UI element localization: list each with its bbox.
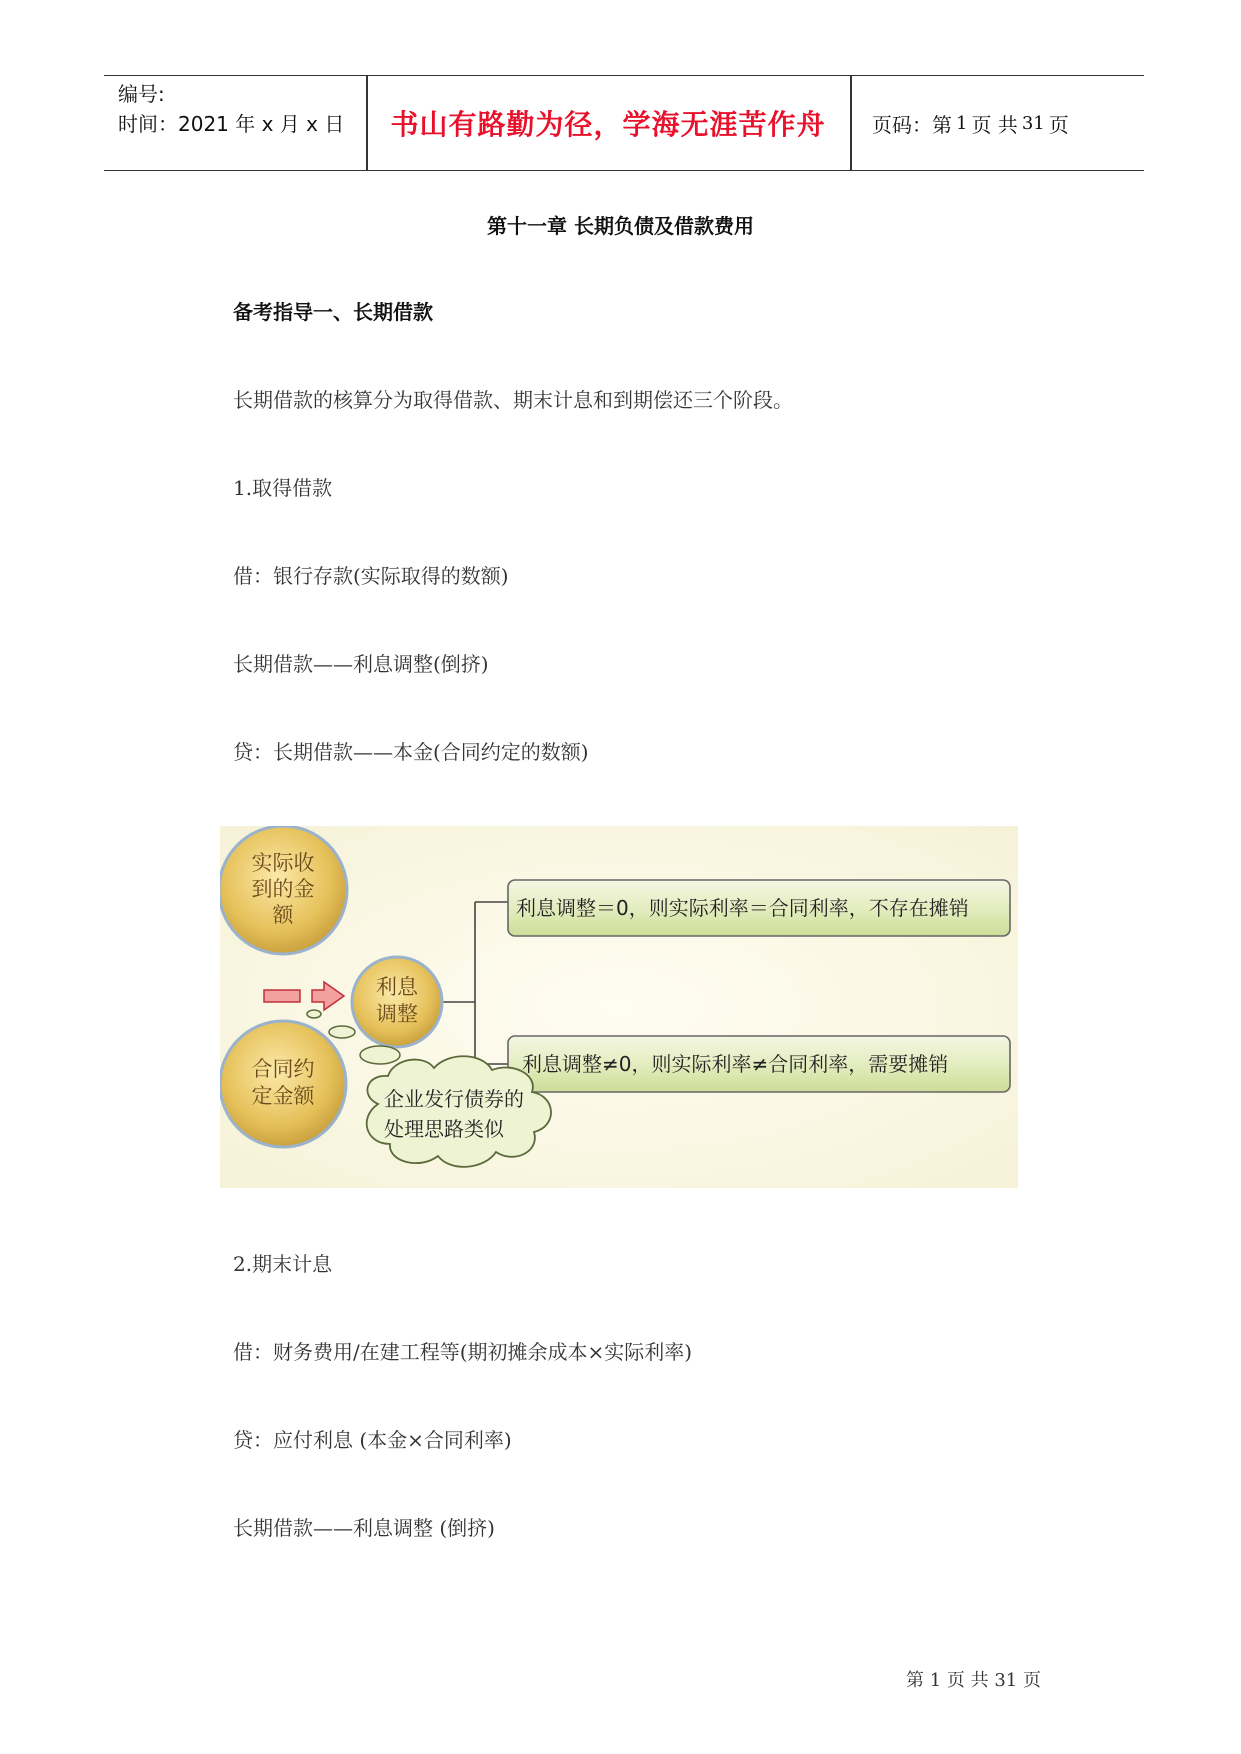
header-motto: 书山有路勤为径，学海无涯苦作舟 [390, 108, 826, 141]
cloud-note [367, 1056, 551, 1167]
box-text: 利息调整＝0，则实际利率＝合同利率，不存在摊销 [516, 896, 969, 920]
circle-text: 利息 [376, 975, 418, 999]
section-title: 备考指导一、长期借款 [233, 300, 433, 324]
paragraph: 贷：长期借款——本金(合同约定的数额) [233, 740, 589, 764]
chapter-title: 第十一章 长期负债及借款费用 [487, 214, 754, 238]
paragraph: 长期借款——利息调整(倒挤) [233, 652, 489, 676]
cloud-text: 处理思路类似 [384, 1117, 504, 1141]
circle-interest-adjustment [352, 957, 442, 1047]
header-meta [118, 79, 344, 139]
paragraph: 借：财务费用/在建工程等(期初摊余成本×实际利率) [233, 1340, 693, 1364]
cloud-text: 企业发行债券的 [384, 1087, 524, 1111]
interest-adjustment-diagram [220, 826, 1018, 1188]
paragraph: 长期借款的核算分为取得借款、期末计息和到期偿还三个阶段。 [233, 388, 793, 412]
circle-text: 实际收 [251, 851, 315, 875]
number-label: 编号: [118, 82, 165, 106]
time-label: 时间：2021 年 x 月 x 日 [118, 112, 345, 136]
header-divider [850, 76, 852, 170]
box-text: 利息调整≠0，则实际利率≠合同利率，需要摊销 [522, 1052, 949, 1076]
page-mid: 页 共 [971, 112, 1018, 137]
circle-text: 定金额 [251, 1084, 315, 1108]
paragraph: 1.取得借款 [233, 476, 333, 500]
circle-text: 合同约 [251, 1057, 315, 1081]
circle-text: 额 [272, 903, 294, 927]
paragraph: 长期借款——利息调整 (倒挤) [233, 1516, 495, 1540]
circle-actual-amount [220, 826, 347, 954]
page-total: 31 [1021, 112, 1045, 134]
page-footer: 第 1 页 共 31 页 [906, 1670, 1041, 1691]
circle-text: 调整 [376, 1002, 418, 1026]
page-header [104, 75, 1144, 171]
page-suffix: 页 [1048, 112, 1069, 137]
diagram-svg [220, 826, 1018, 1188]
box-zero-adjustment [508, 880, 1010, 936]
paragraph: 借：银行存款(实际取得的数额) [233, 564, 509, 588]
paragraph: 贷：应付利息 (本金×合同利率) [233, 1428, 512, 1452]
paragraph: 2.期末计息 [233, 1252, 333, 1276]
page-prefix: 页码：第 [872, 112, 952, 137]
box-nonzero-adjustment [508, 1036, 1010, 1092]
page-current: 1 [956, 112, 968, 134]
circle-text: 到的金 [251, 877, 315, 901]
header-page-info [872, 76, 1069, 170]
circle-contract-amount [220, 1021, 346, 1147]
